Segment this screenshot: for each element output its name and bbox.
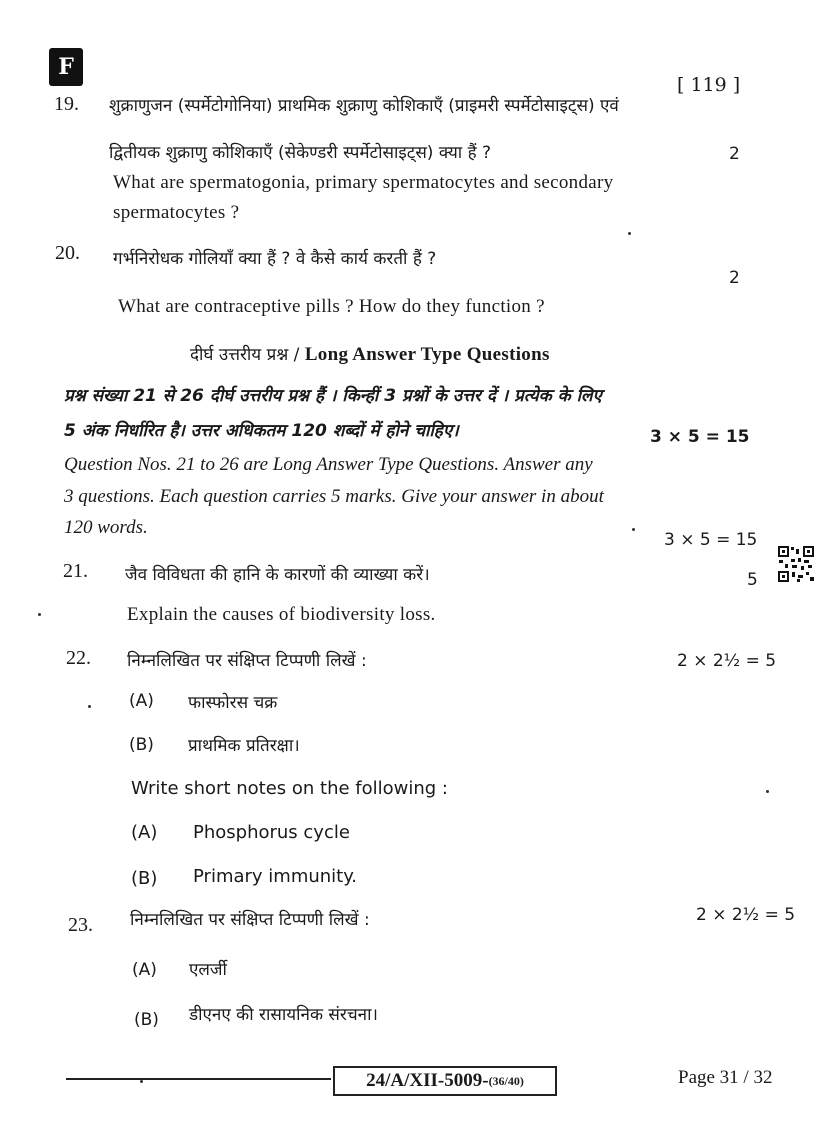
question-22-english: Write short notes on the following : (131, 778, 448, 799)
question-19-english-line1: What are spermatogonia, primary spermatocytes and secondary (113, 172, 614, 193)
question-20-hindi: गर्भनिरोधक गोलियाँ क्या हैं ? वे कैसे कार्य करती हैं ? (113, 249, 437, 269)
paper-code: 24/A/XII-5009- (366, 1070, 489, 1091)
question-marks: 2 (729, 144, 740, 164)
footer-rule (66, 1078, 331, 1080)
section-badge: F (49, 48, 83, 86)
question-23-option-b-hindi: डीएनए की रासायनिक संरचना। (189, 1005, 378, 1025)
scan-speck (766, 790, 769, 793)
question-marks: 2 (729, 268, 740, 288)
question-22-option-b-hindi: प्राथमिक प्रतिरक्षा। (188, 736, 300, 756)
scan-speck (140, 1080, 143, 1083)
section-heading-english: Long Answer Type Questions (304, 344, 550, 365)
question-23-option-a-hindi: एलर्जी (189, 960, 227, 980)
scan-speck (88, 705, 91, 708)
question-20-english: What are contraceptive pills ? How do they function ? (118, 296, 545, 317)
page-number: Page 31 / 32 (678, 1067, 773, 1088)
instructions-english-line2: 3 questions. Each question carries 5 marks. Give your answer in about (64, 486, 604, 507)
question-number: 21. (63, 560, 88, 582)
qr-code-icon (777, 545, 815, 583)
option-label: (A) (129, 691, 154, 711)
instructions-hindi-line1: प्रश्न संख्या 21 से 26 दीर्घ उत्तरीय प्रश्न हैं । किन्हीं 3 प्रश्नों के उत्तर दें । प्रत्येक के लिए (64, 386, 602, 406)
question-19-english-line2: spermatocytes ? (113, 202, 240, 223)
option-label: (A) (132, 960, 157, 980)
option-label: (B) (134, 1010, 159, 1030)
instructions-english-line3: 120 words. (64, 517, 148, 538)
instructions-hindi-line2: 5 अंक निर्धारित है। उत्तर अधिकतम 120 शब्दों में होने चाहिए। (64, 421, 459, 441)
section-heading (190, 342, 550, 366)
scan-speck (632, 528, 635, 531)
question-number: 19. (54, 93, 79, 115)
question-number: 20. (55, 242, 80, 264)
question-marks: 5 (747, 570, 758, 590)
section-heading-separator: / (288, 345, 305, 365)
question-number: 22. (66, 647, 91, 669)
scan-speck (38, 613, 41, 616)
option-label: (B) (131, 868, 158, 889)
option-label: (A) (131, 822, 158, 843)
question-number: 23. (68, 914, 93, 936)
question-23-hindi: निम्नलिखित पर संक्षिप्त टिप्पणी लिखें : (130, 910, 370, 930)
paper-code-box (333, 1066, 557, 1096)
question-21-hindi: जैव विविधता की हानि के कारणों की व्याख्या करें। (125, 565, 430, 585)
question-22-hindi: निम्नलिखित पर संक्षिप्त टिप्पणी लिखें : (127, 651, 367, 671)
question-19-hindi-line2: द्वितीयक शुक्राणु कोशिकाएँ (सेकेण्डरी स्पर्मेटोसाइट्स) क्या हैं ? (109, 143, 492, 163)
question-21-english: Explain the causes of biodiversity loss. (127, 604, 436, 625)
instructions-english-line1: Question Nos. 21 to 26 are Long Answer Type Questions. Answer any (64, 454, 593, 475)
page-reference: [ 119 ] (677, 74, 741, 96)
question-22-option-a-english: Phosphorus cycle (193, 822, 350, 843)
section-heading-hindi: दीर्घ उत्तरीय प्रश्न (190, 345, 289, 365)
instructions-hindi-marks: 3 × 5 = 15 (650, 427, 750, 447)
question-marks: 2 × 2½ = 5 (696, 905, 796, 925)
paper-code-set: (36/40) (488, 1073, 524, 1088)
question-marks: 2 × 2½ = 5 (677, 651, 777, 671)
instructions-english-marks: 3 × 5 = 15 (664, 530, 758, 550)
option-label: (B) (129, 735, 154, 755)
question-22-option-b-english: Primary immunity. (193, 866, 358, 887)
question-22-option-a-hindi: फास्फोरस चक्र (188, 693, 278, 713)
scan-speck (628, 232, 631, 235)
question-19-hindi-line1: शुक्राणुजन (स्पर्मेटोगोनिया) प्राथमिक शुक्राणु कोशिकाएँ (प्राइमरी स्पर्मेटोसाइट्स) एवं (109, 96, 619, 116)
